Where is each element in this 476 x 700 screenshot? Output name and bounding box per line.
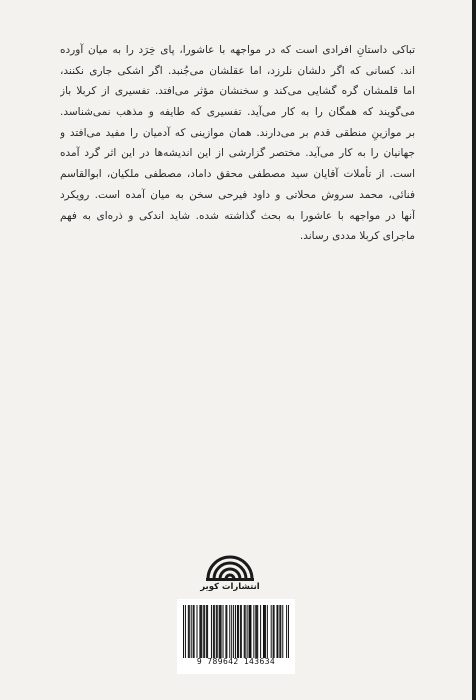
barcode-bar [185,605,186,658]
barcode-bar [241,605,242,658]
barcode-bar [226,605,227,658]
barcode-bar [249,605,250,658]
blurb-line: فنائی، محمد سروش محلاتی و داود فیرحی سخن به میان آمده است. رویکرد [60,188,415,201]
barcode-bar [200,605,201,658]
barcode-bar [277,605,278,658]
barcode-bar [188,605,189,658]
isbn-barcode [177,599,295,674]
barcode-bar [211,605,212,658]
barcode-bar [231,605,232,658]
barcode-bar [229,605,230,658]
barcode-bar [237,605,238,658]
barcode-bar [260,605,261,658]
blurb-line: ماجرای کربلا مددی رساند. [299,230,415,243]
barcode-bar [196,605,197,658]
barcode-bar [193,605,194,658]
barcode-bar [257,605,258,658]
barcode-bar [206,605,207,658]
barcode-bar [273,605,274,658]
blurb-line: آنها در مواجهه با عاشورا به بحث گذاشته شده. شاید اندکی و ذره‌ای به فهم [60,209,415,222]
barcode-bar [201,605,202,658]
barcode-bar [280,605,281,658]
barcode-bar [264,605,265,658]
barcode-bar [235,605,236,658]
barcode-bar [244,605,245,658]
barcode-bar [282,605,283,658]
blurb-line: می‌گویند که همگان را به کار می‌آید. تفسیری که طایفه و مذهب نمی‌شناسد. [60,106,415,119]
barcode-bar [189,605,190,658]
barcode-bar [267,605,268,658]
barcode-bar [183,605,184,658]
blurb-text [60,40,415,247]
barcode-bar [191,605,192,658]
barcode-bar [265,605,266,658]
barcode-bar [240,605,241,658]
barcode-bar [203,605,204,658]
barcode-bar [213,605,214,658]
blurb-line: تباکی داستانِ افرادی است که در مواجهه با عاشورا، پای خِرَد را به میان آورده [60,44,415,56]
barcode-bar [288,605,289,658]
blurb-line: جهانیان را به کار می‌آید. مختصر گزارشی از این اندیشه‌ها در این اثر گرد آمده [60,147,415,160]
publisher-name: انتشارات کویر [200,582,260,592]
barcode-bar [204,605,205,658]
barcode-bar [250,605,251,658]
barcode-bars [183,605,289,658]
barcode-bar [274,605,275,658]
blurb-line: بر موازینِ منطقی قدم بر می‌دارند. همان موازینی که آدمیان را مفید می‌افتد و [60,126,415,139]
barcode-bar [220,605,221,658]
barcode-bar [225,605,226,658]
barcode-bar [223,605,224,658]
barcode-bar [279,605,280,658]
barcode-bar [247,605,248,658]
isbn-number: 9 789642 143634 [196,657,276,666]
blurb-line: اما قلمشان گره گشایی می‌کند و سخنشان مؤثر می‌افتد. تفسیری از کربلا باز [60,85,415,98]
barcode-bar [194,605,195,658]
barcode-bar [219,605,220,658]
barcode-bar [216,605,217,658]
barcode-bar [255,605,256,658]
barcode-bar [199,605,200,658]
barcode-bar [238,605,239,658]
barcode-bar [233,605,234,658]
barcode-bar [253,605,254,658]
barcode-bar [214,605,215,658]
barcode-bar [249,605,250,658]
blurb-line: اند. کسانی که اگر دلشان نلرزد، اما عقلشان می‌جُنبد. اگر اشکی جاری نکنند، [60,64,415,77]
barcode-bar [221,605,222,658]
barcode-bar [217,605,218,658]
barcode-bar [263,605,264,658]
barcode-bar [271,605,272,658]
barcode-bar [256,605,257,658]
blurb-line: است. از تأملات آقایان سید مصطفی محقق داماد، مصطفی ملکیان، ابوالقاسم [60,168,415,181]
barcode-bar [245,605,246,658]
barcode-bar [286,605,287,658]
barcode-bar [276,605,277,658]
barcode-bar [207,605,208,658]
publisher-logo [200,545,260,597]
